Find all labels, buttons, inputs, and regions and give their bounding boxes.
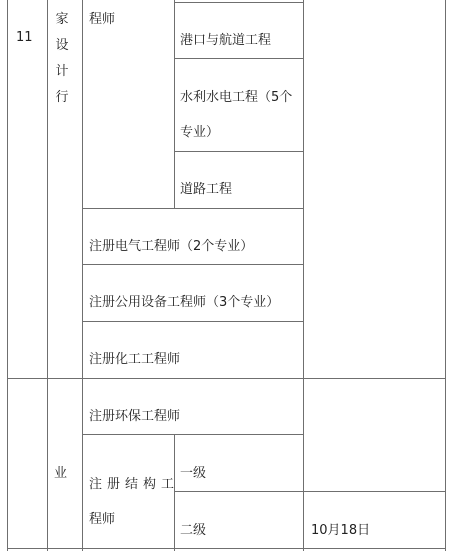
structural-level-2: 二级 xyxy=(180,523,207,538)
subcategory-port: 港口与航道工程 xyxy=(180,33,272,48)
grid-line xyxy=(82,264,304,265)
category-char: 设 xyxy=(55,38,69,53)
category-bottom-char: 业 xyxy=(54,466,68,481)
group-label: 程师 xyxy=(89,12,116,27)
subcategory-hydro: 水利水电工程（5个 xyxy=(180,90,293,105)
entry-electrical: 注册电气工程师（2个专业） xyxy=(89,239,254,254)
subcategory-road: 道路工程 xyxy=(180,182,233,197)
grid-line xyxy=(82,434,304,435)
category-char: 行 xyxy=(55,90,69,105)
grid-line xyxy=(174,491,446,492)
grid-line xyxy=(174,58,304,59)
grid-line xyxy=(174,151,304,152)
category-char: 家 xyxy=(55,12,69,27)
grid-line xyxy=(7,378,446,379)
structural-label-line2: 程师 xyxy=(89,512,116,527)
entry-chemical: 注册化工工程师 xyxy=(89,352,181,367)
category-char: 计 xyxy=(55,64,69,79)
entry-utility: 注册公用设备工程师（3个专业） xyxy=(89,295,280,310)
grid-line xyxy=(174,2,304,3)
exam-date: 10月18日 xyxy=(311,523,371,538)
grid-line xyxy=(82,0,83,551)
grid-line xyxy=(82,321,304,322)
structural-level-1: 一级 xyxy=(180,466,207,481)
grid-line xyxy=(47,0,48,551)
grid-line xyxy=(82,208,304,209)
grid-line xyxy=(303,0,304,551)
grid-line xyxy=(7,0,8,551)
grid-line xyxy=(445,0,446,551)
grid-line xyxy=(7,548,446,549)
grid-line xyxy=(174,0,175,208)
row-number: 11 xyxy=(16,30,33,45)
subcategory-hydro-cont: 专业） xyxy=(180,125,220,140)
structural-label-line1: 注册结构工 xyxy=(89,477,180,492)
entry-environmental: 注册环保工程师 xyxy=(89,409,181,424)
category-vertical-text xyxy=(54,12,70,116)
